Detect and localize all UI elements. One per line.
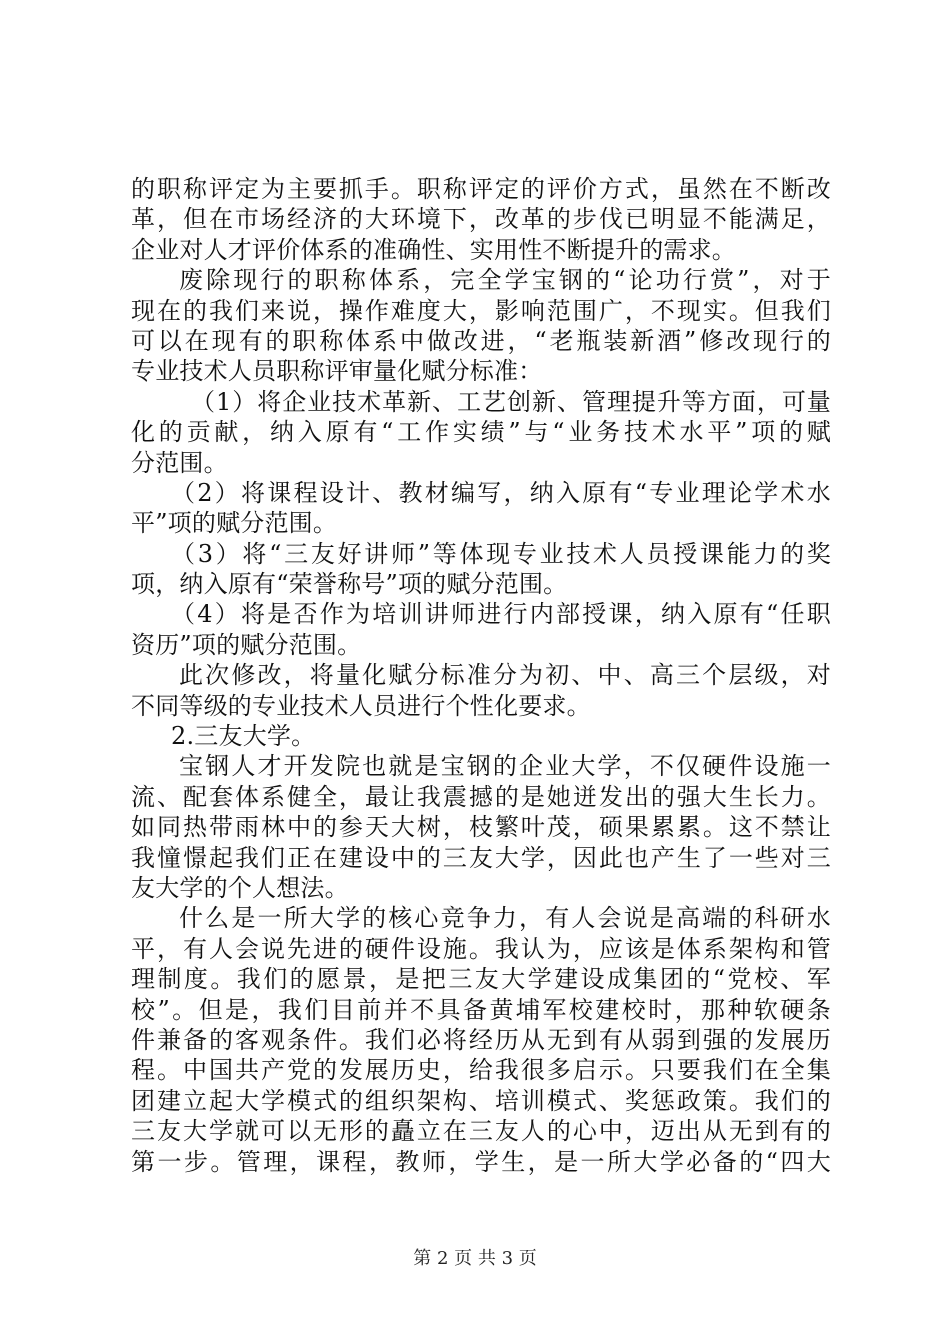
text-line: 现在的我们来说，操作难度大，影响范围广，不现实。但我们	[131, 296, 831, 325]
section-heading: 2.三友大学。	[171, 722, 316, 751]
text-line: 平”项的赋分范围。	[131, 509, 338, 538]
text-line: 校”。但是，我们目前并不具备黄埔军校建校时，那种软硬条	[131, 995, 831, 1024]
text-line: 如同热带雨林中的参天大树，枝繁叶茂，硕果累累。这不禁让	[131, 813, 831, 842]
text-line: 专业技术人员职称评审量化赋分标准：	[131, 357, 543, 386]
text-line: 项，纳入原有“荣誉称号”项的赋分范围。	[131, 570, 568, 599]
text-line: 平，有人会说先进的硬件设施。我认为，应该是体系架构和管	[131, 934, 831, 963]
paragraph-start-line: 什么是一所大学的核心竞争力，有人会说是高端的科研水	[179, 904, 831, 933]
text-line: 可以在现有的职称体系中做改进，“老瓶装新酒”修改现行的	[131, 326, 831, 355]
text-line: 化的贡献，纳入原有“工作实绩”与“业务技术水平”项的赋	[131, 418, 831, 447]
text-line: 资历”项的赋分范围。	[131, 630, 362, 659]
text-line: 第一步。管理，课程，教师，学生，是一所大学必备的“四大	[131, 1147, 831, 1176]
text-line: 程。中国共产党的发展历史，给我很多启示。只要我们在全集	[131, 1056, 831, 1085]
paragraph-start-line: 宝钢人才开发院也就是宝钢的企业大学，不仅硬件设施一	[179, 752, 831, 781]
paragraph-start-line: 此次修改，将量化赋分标准分为初、中、高三个层级，对	[179, 661, 831, 690]
list-item-1-line: （1）将企业技术革新、工艺创新、管理提升等方面，可量	[191, 387, 831, 416]
document-body	[131, 174, 831, 1177]
text-line: 的职称评定为主要抓手。职称评定的评价方式，虽然在不断改	[131, 175, 831, 203]
text-line: 件兼备的客观条件。我们必将经历从无到有从弱到强的发展历	[131, 1025, 831, 1054]
list-item-4-line: （4）将是否作为培训讲师进行内部授课，纳入原有“任职	[171, 600, 831, 629]
list-item-2-line: （2）将课程设计、教材编写，纳入原有“专业理论学术水	[171, 478, 831, 507]
text-line: 企业对人才评价体系的准确性、实用性不断提升的需求。	[131, 235, 736, 264]
text-line: 不同等级的专业技术人员进行个性化要求。	[131, 691, 591, 720]
text-line: 革，但在市场经济的大环境下，改革的步伐已明显不能满足，	[131, 205, 831, 234]
text-line: 我憧憬起我们正在建设中的三友大学，因此也产生了一些对三	[131, 843, 831, 872]
text-line: 理制度。我们的愿景，是把三友大学建设成集团的“党校、军	[131, 965, 831, 994]
text-line: 分范围。	[131, 448, 228, 477]
text-line: 三友大学就可以无形的矗立在三友人的心中，迈出从无到有的	[131, 1117, 831, 1146]
text-line: 流、配套体系健全，最让我震撼的是她迸发出的强大生长力。	[131, 782, 831, 811]
text-line: 友大学的个人想法。	[131, 873, 349, 902]
page-number-footer: 第 2 页 共 3 页	[413, 1248, 537, 1269]
list-item-3-line: （3）将“三友好讲师”等体现专业技术人员授课能力的奖	[171, 539, 831, 568]
text-line: 团建立起大学模式的组织架构、培训模式、奖惩政策。我们的	[131, 1086, 831, 1115]
paragraph-start-line: 废除现行的职称体系，完全学宝钢的“论功行赏”，对于	[179, 266, 831, 295]
